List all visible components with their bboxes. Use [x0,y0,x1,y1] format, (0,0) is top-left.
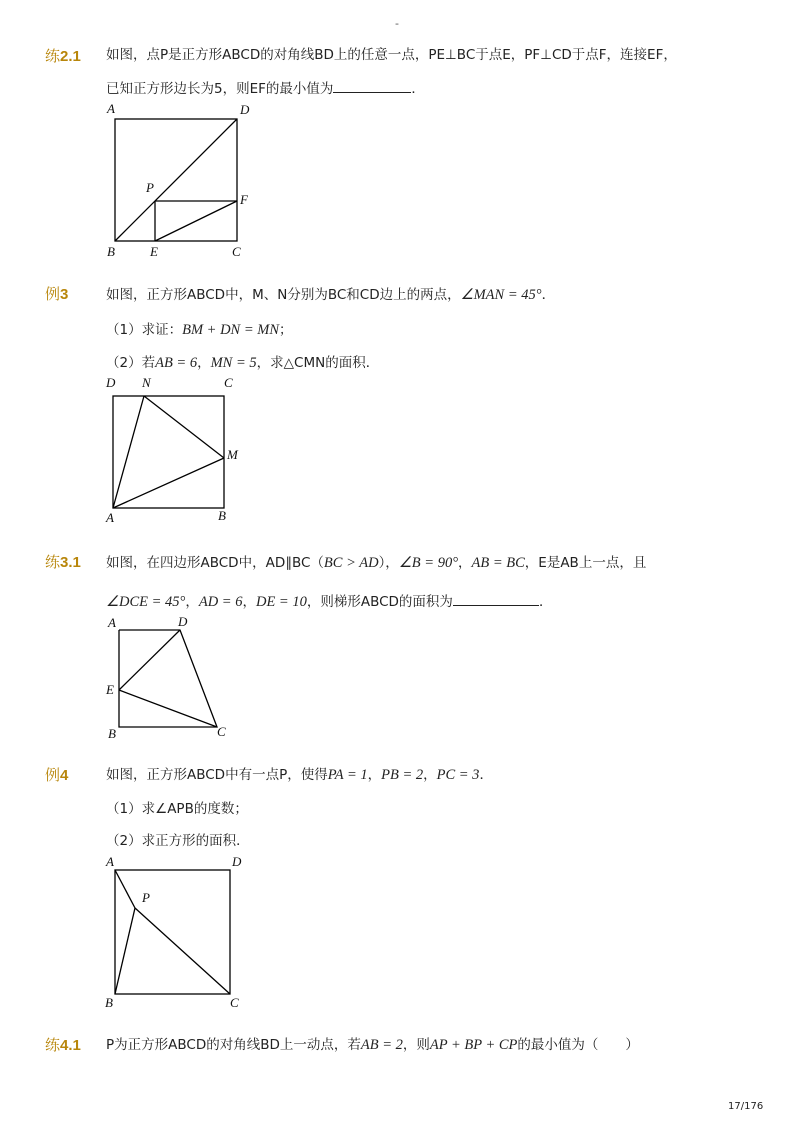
math-ad: AD = 6 [198,594,243,610]
problem-3-question-2 [106,354,379,372]
problem-4-line-1 [106,766,493,784]
tag-number: 2.1 [60,48,81,65]
text: ． [538,594,553,610]
math-pa: PA = 1 [327,767,368,783]
problem-tag-2-1 [45,45,81,66]
text: 如图，在四边形ABCD中，AD∥BC（ [106,555,324,571]
label-b: B [107,244,115,259]
text: ，则 [402,1037,430,1053]
math-de: DE = 10 [255,594,307,610]
label-m: M [227,447,238,462]
square-abcd [115,870,230,994]
tag-number: 4.1 [60,1037,81,1054]
tag-number: 4 [60,767,69,784]
text: ，求△CMN的面积． [256,355,380,371]
text: （1）求证： [106,322,183,338]
label-b: B [105,995,113,1010]
label-e: E [106,682,114,697]
tag-prefix: 例 [45,286,61,303]
label-p: P [146,180,154,195]
diagonal-bd [115,119,237,241]
tag-number: 3 [60,286,69,303]
text: ， [197,355,211,371]
problem-tag-3 [45,283,68,304]
problem-4-question-1: （1）求∠APB的度数； [106,801,248,817]
text: ， [242,594,256,610]
math-angle-b: ∠B = 90° [398,555,459,571]
problem-3-line-1 [106,286,555,304]
problem-4-question-2: （2）求正方形的面积． [106,833,250,849]
text: ， [367,767,382,783]
text: ， [185,594,199,610]
text: ． [411,81,425,97]
problem-tag-4 [45,764,68,785]
page-number: 17/176 [728,1101,764,1112]
label-c: C [217,724,226,739]
text: 如图，正方形ABCD中有一点P，使得 [106,767,328,783]
segment-ef [155,201,237,241]
segment-an [113,396,144,508]
text: 如图，正方形ABCD中，M、N分别为BC和CD边上的两点， [106,287,461,303]
label-a: A [106,510,114,525]
label-d: D [106,375,116,390]
math-pc: PC = 3 [436,767,480,783]
label-c: C [224,375,233,390]
math-bc-gt-ad: BC > AD [323,555,379,571]
label-a: A [108,615,116,630]
label-c: C [232,244,241,259]
text: ； [279,322,293,338]
math-pb: PB = 2 [381,767,424,783]
math-angle-man: ∠MAN = 45° [460,287,542,303]
text: （2）若 [106,355,156,371]
problem-3-1-line-1 [106,554,646,572]
text: ． [541,287,556,303]
tag-prefix: 练 [45,1037,61,1054]
label-d: D [178,614,188,629]
answer-blank [333,79,411,93]
segment-pb [115,908,135,994]
math-ab: AB = 2 [360,1037,403,1053]
figure-3-1 [100,612,240,742]
tag-prefix: 例 [45,767,61,784]
tag-number: 3.1 [60,554,81,571]
text: 已知正方形边长为5，则EF的最小值为 [106,81,334,97]
text: 的最小值为（ ） [517,1037,639,1053]
label-a: A [107,101,115,116]
segment-pc [135,908,230,994]
square-abcd [113,396,224,508]
segment-ed [119,630,180,690]
label-p: P [142,890,150,905]
label-b: B [108,726,116,741]
label-f: F [240,192,248,207]
segment-mn [144,396,224,458]
math-angle-dce: ∠DCE = 45° [106,594,186,610]
label-d: D [232,854,242,869]
segment-ec [119,690,217,727]
label-n: N [142,375,151,390]
text: ， [423,767,437,783]
text: ， [458,555,472,571]
text: ，E是AB上一点，且 [524,555,647,571]
header-mark: - [395,17,399,30]
math-mn: MN = 5 [210,355,257,371]
math-bm-dn-mn: BM + DN = MN [182,322,279,338]
text: P为正方形ABCD的对角线BD上一动点，若 [106,1037,361,1053]
label-d: D [240,102,250,117]
figure-4 [98,852,258,1014]
label-c: C [230,995,239,1010]
segment-pa [115,870,135,908]
answer-blank [453,592,539,606]
math-ab-bc: AB = BC [471,555,525,571]
text: ． [479,767,493,783]
math-ab: AB = 6 [155,355,198,371]
problem-tag-4-1 [45,1034,81,1055]
figure-2-1 [98,98,268,266]
label-e: E [150,244,158,259]
text: ）， [378,555,399,571]
tag-prefix: 练 [45,48,61,65]
label-a: A [106,854,114,869]
trapezoid-abcd [119,630,217,727]
problem-tag-3-1 [45,551,81,572]
text: ，则梯形ABCD的面积为 [306,594,453,610]
problem-3-question-1 [106,321,293,339]
label-b: B [218,508,226,523]
segment-am [113,458,224,508]
tag-prefix: 练 [45,554,61,571]
math-ap-bp-cp: AP + BP + CP [429,1037,518,1053]
problem-2-1-line-2 [106,79,425,98]
problem-2-1-line-1: 如图，点P是正方形ABCD的对角线BD上的任意一点，PE⊥BC于点E，PF⊥CD于点F，连接EF， [106,47,677,63]
figure-3 [98,372,258,528]
problem-3-1-line-2 [106,592,552,611]
problem-4-1-line-1 [106,1036,639,1054]
